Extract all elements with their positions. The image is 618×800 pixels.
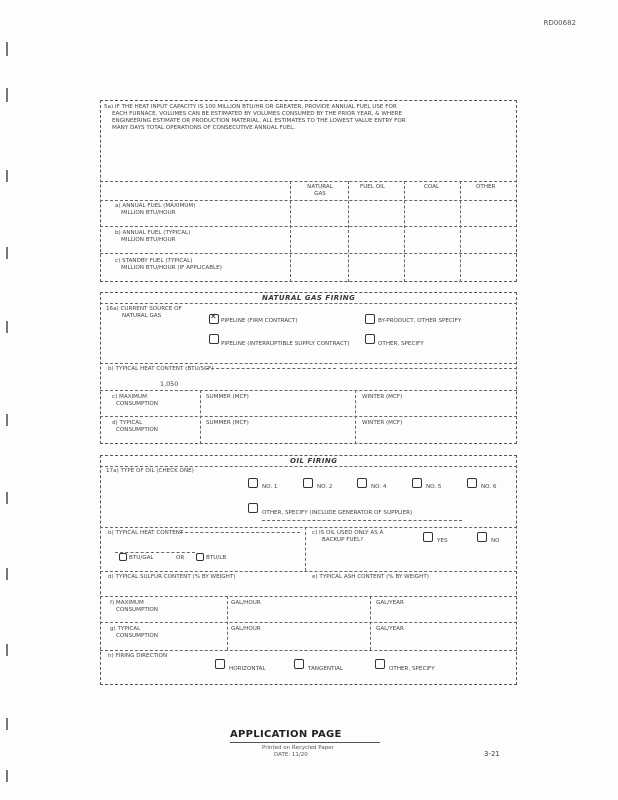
- oil-firing-title: OIL FIRING: [290, 457, 338, 465]
- row-label: MILLION BTU/HOUR (IF APPLICABLE): [121, 265, 222, 271]
- checkbox-firing-tangential[interactable]: [294, 659, 304, 669]
- oil-firing-direction-label: h) FIRING DIRECTION: [108, 653, 168, 659]
- oil-typical-gal-year-label: GAL/YEAR: [376, 626, 404, 632]
- option-label: NO: [491, 538, 500, 544]
- binding-mark: [6, 170, 8, 182]
- binding-mark: [6, 414, 8, 426]
- fuel-use-heading-1: 5a) IF THE HEAT INPUT CAPACITY IS 100 MILLION BTU/HR OR GREATER, PROVIDE ANNUAL FUEL USE FOR: [104, 104, 397, 110]
- field-line: [262, 520, 462, 521]
- column-header-natural-gas: NATURAL GAS: [307, 184, 333, 197]
- divider: [404, 181, 405, 282]
- divider: [230, 742, 380, 743]
- page-number: 3-21: [484, 750, 500, 758]
- unit-label: BTU/GAL: [129, 555, 154, 561]
- checkbox-oil-other[interactable]: [248, 503, 258, 513]
- binding-mark: [6, 644, 8, 656]
- divider: [100, 466, 517, 467]
- field-line: [340, 368, 517, 369]
- row-label: a) ANNUAL FUEL (MAXIMUM): [115, 203, 196, 209]
- binding-mark: [6, 247, 8, 259]
- oil-max-gal-hour-label: GAL/HOUR: [231, 600, 261, 606]
- option-label: NO. 1: [262, 484, 278, 490]
- gas-heat-content-label: b) TYPICAL HEAT CONTENT (BTU/SCF): [108, 366, 214, 372]
- binding-mark: [6, 321, 8, 333]
- option-label: NO. 6: [481, 484, 497, 490]
- divider: [100, 200, 517, 201]
- option-label: HORIZONTAL: [229, 666, 266, 672]
- oil-backup-label: c) IS OIL USED ONLY AS A: [312, 530, 384, 536]
- option-label: NO. 2: [317, 484, 333, 490]
- oil-typical-gal-hour-label: GAL/HOUR: [231, 626, 261, 632]
- binding-mark: [6, 42, 8, 56]
- gas-max-summer-label: SUMMER (MCF): [206, 394, 249, 400]
- checkbox-pipeline-firm[interactable]: [209, 314, 219, 324]
- application-page-title: APPLICATION PAGE: [230, 729, 342, 740]
- oil-ash-label: e) TYPICAL ASH CONTENT (% BY WEIGHT): [312, 574, 429, 580]
- column-header-fuel-oil: FUEL OIL: [360, 184, 385, 190]
- divider: [460, 181, 461, 282]
- option-label: OTHER, SPECIFY: [389, 666, 435, 672]
- gas-source-label: 16a) CURRENT SOURCE OF: [106, 306, 182, 312]
- divider: [100, 596, 517, 597]
- oil-heat-content-label: b) TYPICAL HEAT CONTENT: [108, 530, 184, 536]
- divider: [100, 253, 517, 254]
- option-label: NO. 5: [426, 484, 442, 490]
- option-label: NO. 4: [371, 484, 387, 490]
- divider: [370, 596, 371, 650]
- unit-label: BTU/LB: [206, 555, 227, 561]
- option-label: TANGENTIAL: [308, 666, 344, 672]
- footer-recycled-note: Printed on Recycled Paper: [262, 745, 334, 751]
- divider: [355, 390, 356, 444]
- option-label: OTHER, SPECIFY: [378, 341, 424, 347]
- checkbox-oil-no1[interactable]: [248, 478, 258, 488]
- checkbox-firing-horizontal[interactable]: [215, 659, 225, 669]
- divider: [200, 390, 201, 444]
- option-label: PIPELINE (INTERRUPTIBLE SUPPLY CONTRACT): [221, 341, 350, 347]
- divider: [100, 622, 517, 623]
- gas-typical-summer-label: SUMMER (MCF): [206, 420, 249, 426]
- divider: [100, 226, 517, 227]
- checkbox-firing-other[interactable]: [375, 659, 385, 669]
- divider: [100, 571, 517, 572]
- divider: [348, 181, 349, 282]
- row-label: b) ANNUAL FUEL (TYPICAL): [115, 230, 191, 236]
- row-label: MILLION BTU/HOUR: [121, 237, 176, 243]
- field-line: [206, 368, 336, 369]
- divider: [100, 416, 517, 417]
- fuel-use-heading-4: MANY DAYS TOTAL OPERATIONS OF CONSECUTIVE ANNUAL FUEL.: [112, 125, 296, 131]
- oil-backup-label: BACKUP FUEL?: [322, 537, 364, 543]
- footer-date: DATE: 11/20: [274, 752, 308, 758]
- checkbox-pipeline-interruptible[interactable]: [209, 334, 219, 344]
- divider: [227, 596, 228, 650]
- checkbox-oil-no4[interactable]: [357, 478, 367, 488]
- gas-typical-consumption-label: d) TYPICAL: [112, 420, 143, 426]
- column-header-coal: COAL: [424, 184, 440, 190]
- binding-mark: [6, 492, 8, 504]
- binding-mark: [6, 718, 8, 730]
- oil-typical-consumption-label: CONSUMPTION: [116, 633, 158, 639]
- document-id: RD00682: [543, 19, 576, 27]
- divider: [100, 303, 517, 304]
- fuel-use-heading-2: EACH FURNACE. VOLUMES CAN BE ESTIMATED BY VOLUMES CONSUMED BY THE PRIOR YEAR, & WHERE: [112, 111, 403, 117]
- divider: [100, 650, 517, 651]
- checkbox-backup-yes[interactable]: [423, 532, 433, 542]
- oil-typical-consumption-label: g) TYPICAL: [110, 626, 141, 632]
- checkbox-btu-gal[interactable]: [119, 553, 127, 561]
- natural-gas-title: NATURAL GAS FIRING: [262, 294, 356, 302]
- row-label: c) STANDBY FUEL (TYPICAL): [115, 258, 193, 264]
- gas-max-consumption-label: CONSUMPTION: [116, 401, 158, 407]
- row-label: MILLION BTU/HOUR: [121, 210, 176, 216]
- option-label: OTHER, SPECIFY (INCLUDE GENERATOR OF SUPPLIER): [262, 510, 413, 516]
- checkbox-oil-no5[interactable]: [412, 478, 422, 488]
- option-label: YES: [437, 538, 448, 544]
- field-line: [180, 532, 300, 533]
- checkbox-backup-no[interactable]: [477, 532, 487, 542]
- divider: [305, 527, 306, 571]
- checkbox-oil-no2[interactable]: [303, 478, 313, 488]
- option-label: BY-PRODUCT, OTHER SPECIFY: [378, 318, 462, 324]
- unit-label: OR: [176, 555, 185, 561]
- oil-sulfur-label: d) TYPICAL SULFUR CONTENT (% BY WEIGHT): [108, 574, 236, 580]
- divider: [100, 181, 517, 182]
- binding-mark: [6, 770, 8, 782]
- oil-type-label: 17a) TYPE OF OIL (CHECK ONE): [106, 468, 194, 474]
- fuel-use-heading-3: ENGINEERING ESTIMATE OR PRODUCTION MATERIAL. ALL ESTIMATES TO THE LOWEST VALUE ENTRY FOR: [112, 118, 406, 124]
- gas-typical-winter-label: WINTER (MCF): [362, 420, 403, 426]
- gas-max-winter-label: WINTER (MCF): [362, 394, 403, 400]
- binding-mark: [6, 568, 8, 580]
- gas-source-label: NATURAL GAS: [122, 313, 162, 319]
- oil-max-consumption-label: CONSUMPTION: [116, 607, 158, 613]
- field-line: [115, 552, 195, 553]
- divider: [290, 181, 291, 282]
- divider: [100, 527, 517, 528]
- gas-max-consumption-label: c) MAXIMUM: [112, 394, 147, 400]
- gas-heat-content-value[interactable]: 1,050: [160, 380, 179, 388]
- checkbox-oil-no6[interactable]: [467, 478, 477, 488]
- divider: [100, 390, 517, 391]
- divider: [100, 363, 517, 364]
- checkbox-other-specify[interactable]: [365, 334, 375, 344]
- oil-max-gal-year-label: GAL/YEAR: [376, 600, 404, 606]
- option-label: PIPELINE (FIRM CONTRACT): [221, 318, 298, 324]
- checkbox-by-product[interactable]: [365, 314, 375, 324]
- gas-typical-consumption-label: CONSUMPTION: [116, 427, 158, 433]
- oil-max-consumption-label: f) MAXIMUM: [110, 600, 144, 606]
- column-header-other: OTHER: [476, 184, 496, 190]
- binding-mark: [6, 88, 8, 102]
- checkbox-btu-lb[interactable]: [196, 553, 204, 561]
